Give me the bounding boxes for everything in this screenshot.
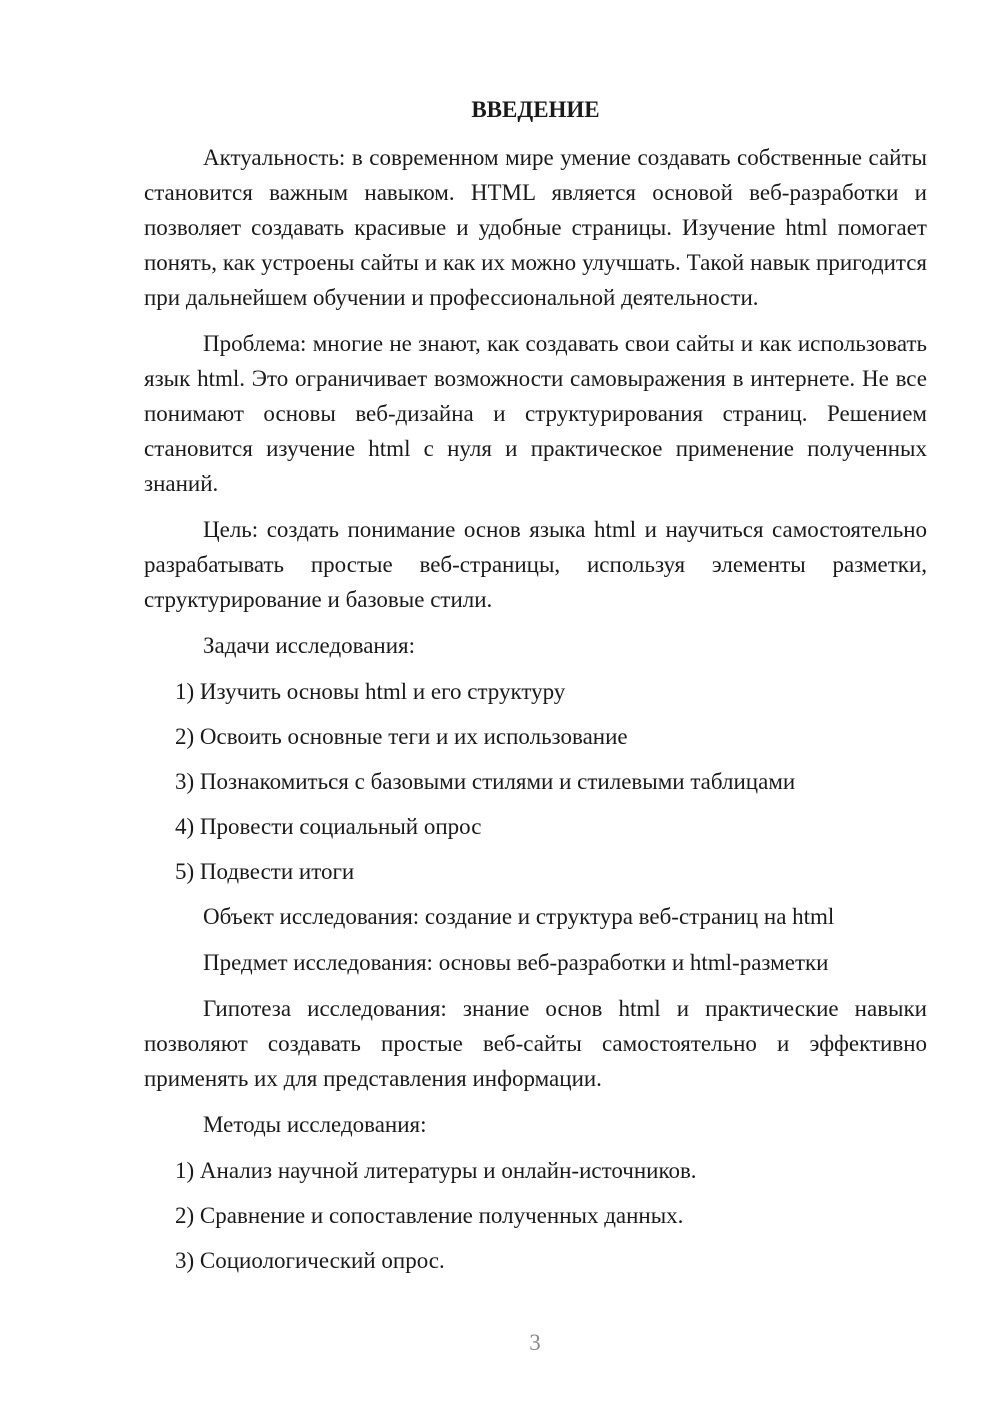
page-number: 3: [529, 1330, 541, 1355]
list-item: 5) Подвести итоги: [175, 859, 355, 884]
list-item: 2) Освоить основные теги и их использование: [175, 724, 628, 749]
list-item: 4) Провести социальный опрос: [175, 814, 482, 839]
methods-list: [144, 1153, 927, 1278]
list-item: 1) Изучить основы html и его структуру: [175, 679, 566, 704]
tasks-heading: Задачи исследования:: [203, 633, 416, 658]
methods-heading: Методы исследования:: [203, 1112, 427, 1137]
subject-paragraph: Предмет исследования: основы веб-разработки и html-разметки: [203, 950, 829, 975]
document-page: [144, 92, 927, 1288]
object-paragraph: Объект исследования: создание и структура веб-страниц на html: [203, 904, 835, 929]
tasks-list: [144, 674, 927, 889]
list-item: 1) Анализ научной литературы и онлайн-источников.: [175, 1158, 697, 1183]
list-item: 2) Сравнение и сопоставление полученных данных.: [175, 1203, 684, 1228]
section-title: ВВЕДЕНИЕ: [471, 97, 600, 122]
list-item: 3) Познакомиться с базовыми стилями и стилевыми таблицами: [175, 769, 796, 794]
goal-paragraph: Цель: создать понимание основ языка html и научиться самостоятельно разрабатывать простые веб-страницы, используя элементы разметки, структурирование и базовые стили.: [144, 517, 927, 612]
relevance-paragraph: Актуальность: в современном мире умение создавать собственные сайты становится важным навыком. HTML является основой веб-разработки и позволяет создавать красивые и удобные страницы. Изучение html помогает понять, как устроены сайты и как их можно улучшать. Такой навык пригодится при дальнейшем обучении и профессиональной деятельности.: [144, 145, 927, 310]
list-item: 3) Социологический опрос.: [175, 1248, 445, 1273]
hypothesis-paragraph: Гипотеза исследования: знание основ html и практические навыки позволяют создавать простые веб-сайты самостоятельно и эффективно применять их для представления информации.: [144, 996, 927, 1091]
problem-paragraph: Проблема: многие не знают, как создавать свои сайты и как использовать язык html. Это ограничивает возможности самовыражения в интернете. Не все понимают основы веб-дизайна и структурирования страниц. Решением становится изучение html с нуля и практическое применение полученных знаний.: [144, 331, 927, 496]
